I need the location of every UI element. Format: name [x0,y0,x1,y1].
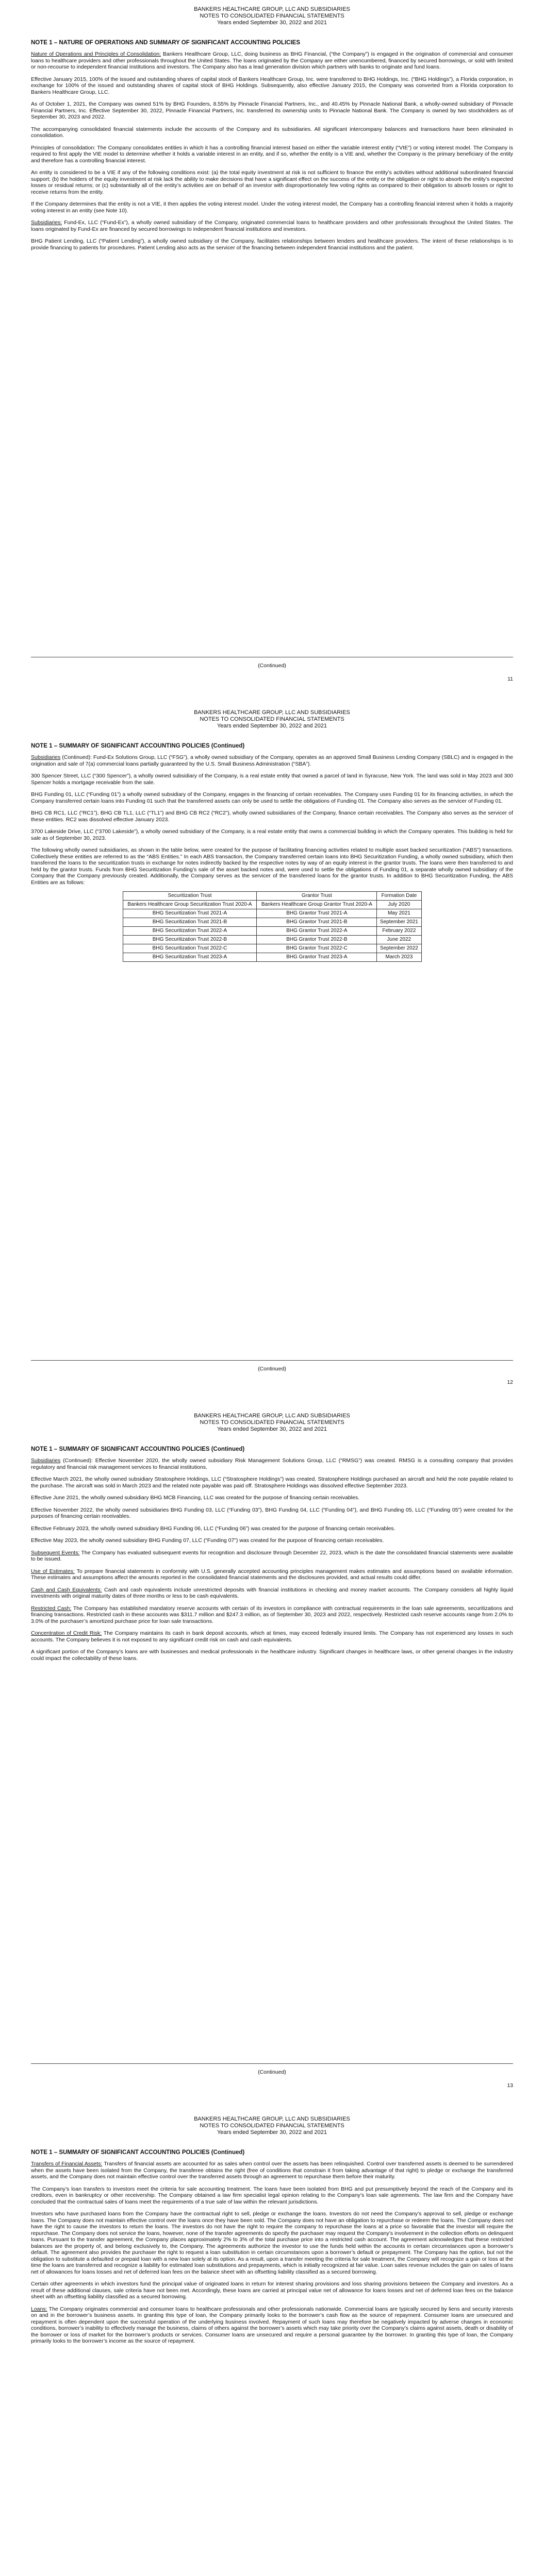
paragraph-heading: Cash and Cash Equivalents: [31,1586,102,1593]
page-13 [0,1406,544,2110]
company-name: BANKERS HEALTHCARE GROUP, LLC AND SUBSIDIARIES [194,6,350,12]
note-paragraph [31,1630,513,1643]
table-cell: BHG Grantor Trust 2022-C [257,944,377,953]
paragraph-heading: Loans: [31,2306,47,2312]
note-paragraph [31,2306,513,2345]
table-header-cell: Formation Date [377,892,421,901]
note-paragraph [31,1526,513,1532]
table-row [123,909,421,918]
paragraph-text: Effective June 2021, the wholly owned subsidiary BHG MCB Financing, LLC was created for the purpose of financing certain receivables. [31,1495,360,1501]
paragraph-text: If the Company determines that the entity is not a VIE, it then applies the voting interest model. Under the voting interest model, the Company has a controlling financial interest when it holds a majority voting interest in an entity (see Note 10). [31,201,513,214]
paragraph-text: Certain other agreements in which investors fund the principal value of originated loans in return for interest sharing provisions and loss sharing provisions between the Company and investors. As a result of these additional clauses, sale criteria have not been met. Accordingly, these loans are carried at principal value net of allowance for loans losses and net of deferred loan fees on the balance sheet with an offsetting liability classified as a secured borrowing. [31,2281,513,2300]
paragraph-text: 300 Spencer Street, LLC (“300 Spencer”), a wholly owned subsidiary of the Company, is a real estate entity that owned a parcel of land in Syracuse, New York. The land was sold in May 2023 and 300 Spencer holds a mortgage receivable from the sale. [31,773,513,786]
paragraph-text: BHG Funding 01, LLC (“Funding 01”) a wholly owned subsidiary of the Company, engages in the financing of certain receivables. The Company uses Funding 01 for its financing activities, in which the Company transferred certain loans into Funding 01 such that the transferred assets can only be used to settle the obligations of Funding 01. The Company also serves as the servicer of Funding 01. [31,791,513,804]
paragraph-text: The accompanying consolidated financial statements include the accounts of the Company and its subsidiaries. All significant intercompany balances and transactions have been eliminated in consolidation. [31,126,513,139]
paragraph-text: Principles of consolidation: The Company consolidates entities in which it has a controlling financial interest based on either the variable interest entity (“VIE”) or voting interest model. The Company is required to first apply the VIE model to determine whether it holds a variable interest in an entity, and if so, whether the entity is a VIE and, whether the Company is the primary beneficiary of the entity and therefore has a controlling financial interest. [31,144,513,164]
statement-subtitle: NOTES TO CONSOLIDATED FINANCIAL STATEMENTS [200,2123,344,2129]
page-content [31,1413,513,1667]
note-paragraph [31,51,513,71]
footer-divider [31,2063,513,2064]
table-header-cell: Securitization Trust [123,892,257,901]
table-row [123,944,421,953]
page-12 [0,703,544,1406]
paragraph-text: (Continued): Effective November 2020, the wholly owned subsidiary Risk Management Solutions Group, LLC (“RMSG”) was created. RMSG is a consulting company that provides regulatory and financial risk management services to financial institutions. [31,1458,513,1470]
note-paragraph [31,1550,513,1563]
table-cell: BHG Securitization Trust 2021-A [123,909,257,918]
paragraph-heading: Transfers of Financial Assets: [31,2161,103,2167]
page-number: 11 [507,676,513,682]
note-paragraph [31,773,513,786]
note-paragraph [31,1605,513,1625]
page-header [31,2116,513,2136]
page-header [31,1413,513,1433]
page-number: 13 [507,2082,513,2089]
table-row [123,901,421,909]
table-cell: May 2021 [377,909,421,918]
page-header [31,709,513,730]
table-cell: Bankers Healthcare Group Securitization Trust 2020-A [123,901,257,909]
paragraph-heading: Restricted Cash: [31,1605,72,1612]
note-paragraph [31,1507,513,1520]
paragraph-heading: Subsidiaries [31,754,61,760]
paragraph-text: An entity is considered to be a VIE if any of the following conditions exist: (a) the total equity investment at risk is not sufficient to finance the entity’s activities without additional subordinated financial support; (b) the holders of the equity investment at risk lack the ability to make decisions that have a significant effect on the success of the entity or the obligation or right to absorb the entity’s expected losses or residual returns; or (c) substantially all of the entity’s activities are on behalf of an investor with disproportionately few voting rights as compared to their obligation to absorb losses or right to receive returns from the entity. [31,170,513,195]
statement-period: Years ended September 30, 2022 and 2021 [217,1426,327,1432]
note-paragraph [31,2186,513,2206]
table-cell: February 2022 [377,927,421,936]
paragraph-text: To prepare financial statements in conformity with U.S. generally accepted accounting principles management makes estimates and assumptions based on available information. These estimates and assumptions affect the amounts reported in the consolidated financial statements and the disclosures provided, and actual results could differ. [31,1568,513,1581]
note-paragraph [31,145,513,164]
table-header-cell: Grantor Trust [257,892,377,901]
page-14 [0,2110,544,2576]
note-title: NOTE 1 – SUMMARY OF SIGNIFICANT ACCOUNTING POLICIES (Continued) [31,743,245,749]
paragraph-text: Effective November 2022, the wholly owned subsidiaries BHG Funding 03, LLC (“Funding 03”), BHG Funding 04, LLC (“Funding 04”), and BHG Funding 05, LLC (“Funding 05”) were created for the purposes of financing certain receivables. [31,1506,513,1519]
note-paragraph [31,1649,513,1662]
paragraph-text: BHG Patient Lending, LLC (“Patient Lending”), a wholly owned subsidiary of the Company, facilitates relationships between lenders and healthcare providers. The intent of these relationships is to provide financing to patients for procedures. Patient Lending also acts as the servicer of the financing between independent financial institutions and the patient. [31,238,513,251]
table-row [123,953,421,962]
paragraph-text: As of October 1, 2021, the Company was owned 51% by BHG Founders, 8.55% by Pinnacle Financial Partners, Inc., and 40.45% by Pinnacle National Bank, a wholly-owned subsidiary of Pinnacle Financial Partners, Inc. Effective September 30, 2022, Pinnacle Financial Partners, Inc. transferred its ownership units to Pinnacle National Bank. The Company is owned by two stockholders as of September 30, 2023 and 2022. [31,101,513,120]
table-cell: September 2022 [377,944,421,953]
table-cell: BHG Securitization Trust 2022-A [123,927,257,936]
paragraph-text: 3700 Lakeside Drive, LLC (“3700 Lakeside”), a wholly owned subsidiary of the Company, is a real estate entity that owns a commercial building in which the Company operates. This building is held for sale as of September 30, 2023. [31,828,513,841]
paragraph-heading: Nature of Operations and Principles of Consolidation: [31,51,161,57]
paragraph-text: The Company originates commercial and consumer loans to healthcare professionals and other professionals nationwide. Commercial loans are typically secured by liens and security interests on and in the borrower’s business assets. In granting this type of loan, the Company primarily looks to the borrower’s cash flow as the source of repayment. Consumer loans are unsecured and repayment is often dependent upon the successful operation of the underlying business involved. Repayment of such loans may therefore be negatively impacted by adverse changes in economic conditions, borrower’s inability to effectively manage the business, claims of others against the borrower’s assets which may take priority over the Company’s claims against assets, death or disability of the borrower or loss of market for the borrower’s products or services. Consumer loans are unsecured and require a personal guarantee by the borrower. In granting this type of loan, the Company primarily looks to the borrower’s income as the source of repayment. [31,2306,513,2344]
note-paragraph [31,1495,513,1501]
statement-subtitle: NOTES TO CONSOLIDATED FINANCIAL STATEMENTS [200,1419,344,1426]
paragraph-heading: Subsidiaries: [31,219,62,226]
note-paragraph [31,791,513,804]
table-row [123,918,421,927]
note-paragraph [31,2161,513,2180]
table-cell: June 2022 [377,936,421,944]
table-cell: July 2020 [377,901,421,909]
continued-label: (Continued) [258,2069,286,2075]
note-paragraph [31,754,513,767]
note-paragraph [31,847,513,886]
paragraph-text: Investors who have purchased loans from the Company have the contractual right to sell, pledge or exchange the loans. Investors do not need the Company’s approval to sell, pledge or exchange loans. The Company does not maintain effective control over the loans once they have been sold. The Company does not have an obligation to repurchase or redeem the loans. The Company does not have the right to cause the investors to return the loans. The investors do not have the right to require the company to repurchase the loans at a price so favorable that the investor will require the repurchase. The Company does not service the loans, however, none of the transfer agreements do specify the purchaser may request the Company’s involvement in the collection efforts on delinquent loans. Pursuant to the transfer agreement, the Company places approximately 2% to 3% of the total purchase price into a restricted cash account. The agreement acknowledges that these restricted balances are the property of, and belong exclusively to, the Company. The agreements authorize the investor to use the funds held within the accounts in certain circumstances upon a borrower’s default. The agreement also provides the purchaser the right to request a loan substitution in certain circumstances upon a borrower’s default or prepayment. The Company has the option, but not the obligation to substitute a defaulted or prepaid loan with a new loan solely at its option. As a result, upon a transfer meeting the criteria for sale treatment, the Company will recognize a gain or loss at the time the loans are transferred and recognize a liability for estimated loan substitutions and prepayments, which is initially recognized at fair value. Loan sales revenue includes the gain on sales of loans net of allowances for loans losses and net of deferred loan fees on the balance sheet with an offsetting liability classified as a secured borrowing. [31,2211,513,2275]
note-paragraph [31,101,513,121]
company-name: BANKERS HEALTHCARE GROUP, LLC AND SUBSIDIARIES [194,2116,350,2122]
paragraph-text: Effective February 2023, the wholly owned subsidiary BHG Funding 06, LLC (“Funding 06”) was created for the purpose of financing certain receivables. [31,1525,395,1532]
page-header [31,6,513,26]
note-paragraph [31,76,513,96]
paragraph-text: The following wholly owned subsidiaries, as shown in the table below, were created for the purpose of facilitating financing activities related to multiple asset backed securitization (“ABS”) transactions. Collectively these entities are referred to as the “ABS Entities.” In each ABS transaction, the Company transferred certain loans into BHG Securitization Funding, a wholly owned subsidiary, which then transferred the loans to the securitization trusts in exchange for notes indirectly backed by the respective notes by way of an equity interest in the grantor trusts. The loans were then transferred to and held by the grantor trusts. Funds from BHG Securitization Funding’s sale of the asset backed notes and, were used to settle the obligations of Funding 01, a separate wholly owned subsidiary of the Company that the Company previously created. Additionally, the Company serves as the servicer of the transferred loans for the grantor trusts. In addition to BHG Securitization Funding, the ABS Entities are as follows: [31,847,513,886]
footer-divider [31,1360,513,1361]
paragraph-text: The Company has established mandatory reserve accounts with certain of its investors in compliance with contractual requirements in the loan sale agreements, securitizations and financing transactions. Restricted cash in these accounts was $311.7 million and $247.3 million, as of September 30, 2023 and 2022, respectively. Restricted cash reserve accounts range from 2.0% to 3.0% of the purchaser’s amortized purchase price for loan sale transactions. [31,1605,513,1624]
paragraph-text: The Company has evaluated subsequent events for recognition and disclosure through December 22, 2023, which is the date the consolidated financial statements were available to be issued. [31,1549,514,1562]
note-paragraph [31,1476,513,1489]
continued-label: (Continued) [258,1366,286,1372]
note-paragraph [31,238,513,251]
paragraph-heading: Subsequent Events: [31,1549,80,1556]
table-cell: Bankers Healthcare Group Grantor Trust 2020-A [257,901,377,909]
continued-label: (Continued) [258,663,286,669]
paragraph-text: Cash and cash equivalents include unrestricted deposits with financial institutions in checking and money market accounts. The Company considers all highly liquid investments with original maturity dates of three months or less to be cash equivalents. [31,1586,513,1599]
company-name: BANKERS HEALTHCARE GROUP, LLC AND SUBSIDIARIES [194,709,350,716]
note-paragraph [31,126,513,139]
note-title: NOTE 1 – SUMMARY OF SIGNIFICANT ACCOUNTING POLICIES (Continued) [31,1446,245,1452]
note-paragraph [31,828,513,841]
note-paragraph [31,1587,513,1600]
page-number: 12 [507,1379,513,1385]
paragraph-heading: Use of Estimates: [31,1568,75,1574]
note-paragraph [31,1568,513,1581]
note-paragraph [31,219,513,232]
note-paragraph [31,1537,513,1544]
statement-period: Years ended September 30, 2022 and 2021 [217,20,327,26]
paragraph-text: Effective March 2021, the wholly owned subsidiary Stratosphere Holdings, LLC (“Stratosphere Holdings”) was created. Stratosphere Holdings purchased an aircraft and held the note payable related to the purchase. The aircraft was sold in March 2023 and the related note payable was paid off. Stratosphere Holdings was dissolved effective September 2023. [31,1476,513,1489]
table-cell: September 2021 [377,918,421,927]
note-paragraph [31,2211,513,2275]
note-paragraph [31,810,513,823]
note-paragraph [31,201,513,214]
table-cell: BHG Grantor Trust 2021-B [257,918,377,927]
paragraph-text: Bankers Healthcare Group, LLC, doing business as BHG Financial, (“the Company”) is engaged in the origination of commercial and consumer loans to healthcare providers and other professionals throughout the United States. The loans originated by the Company are either unencumbered, financed by secured borrowings, or sold with limited or non-recourse to independent financial institutions and investors. The Company also has a lead generation division which partners with banks to originate and fund loans. [31,51,513,70]
table-cell: BHG Securitization Trust 2023-A [123,953,257,962]
page-11 [0,0,544,703]
table-cell: BHG Securitization Trust 2021-B [123,918,257,927]
table-cell: BHG Grantor Trust 2021-A [257,909,377,918]
company-name: BANKERS HEALTHCARE GROUP, LLC AND SUBSIDIARIES [194,1413,350,1419]
paragraph-text: Fund-Ex, LLC (“Fund-Ex”), a wholly owned subsidiary of the Company, originated commercial loans to healthcare providers and other professionals throughout the United States. The loans originated by Fund-Ex are financed by secured borrowings to independent financial institutions and investors. [31,219,513,232]
table-cell: BHG Grantor Trust 2022-B [257,936,377,944]
page-footer [31,2063,513,2089]
note-paragraph [31,2281,513,2300]
page-content [31,709,513,962]
table-header-row [123,892,421,901]
page-footer [31,1360,513,1385]
table-cell: BHG Grantor Trust 2022-A [257,927,377,936]
paragraph-text: The Company’s loan transfers to investors meet the criteria for sale accounting treatment. The loans have been isolated from BHG and put presumptively beyond the reach of the Company and its creditors, even in bankruptcy or other receivership. The Company obtained a law firm specialist legal opinion relating to the Company’s loan sale agreements. The law firm and the Company have concluded that the contractual sales of loans meet the requirements of a true sale of law within the relevant jurisdictions. [31,2185,513,2205]
note-paragraph [31,1458,513,1470]
paragraph-text: Effective May 2023, the wholly owned subsidiary BHG Funding 07, LLC (“Funding 07”) was created for the purpose of financing certain receivables. [31,1537,384,1544]
paragraph-text: Transfers of financial assets are accounted for as sales when control over the assets has been relinquished. Control over transferred assets is deemed to be surrendered when the assets have been isolated from the Company, the transferee obtains the right (free of conditions that constrain it from taking advantage of that right) to pledge or exchange the transferred assets, and the Company does not maintain effective control over the transferred assets through an agreement to repurchase them before their maturity. [31,2161,513,2180]
paragraph-heading: Concentration of Credit Risk: [31,1630,102,1636]
page-content [31,2116,513,2350]
abs-entities-table [123,891,422,962]
statement-period: Years ended September 30, 2022 and 2021 [217,723,327,729]
paragraph-text: Effective January 2015, 100% of the issued and outstanding shares of capital stock of Bankers Healthcare Group, Inc. were transferred to BHG Holdings, Inc. (“BHG Holdings”), a Florida corporation, in exchange for 100% of the issued and outstanding shares of capital stock of BHG Holdings. Subsequently, also effective January 2015, the Company was converted from a Florida corporation to Bankers Healthcare Group, LLC. [31,76,513,95]
paragraph-text: A significant portion of the Company’s loans are with businesses and medical professionals in the healthcare industry. Significant changes in healthcare laws, or other general changes in the industry could impact the collectability of these loans. [31,1649,513,1662]
table-row [123,927,421,936]
paragraph-text: (Continued): Fund-Ex Solutions Group, LLC (“FSG”), a wholly owned subsidiary of the Company, operates as an approved Small Business Lending Company (SBLC) and is engaged in the origination and sale of 7(a) commercial loans partially guaranteed by the U.S. Small Business Administration (“SBA”). [31,754,513,767]
page-content [31,6,513,257]
note-title: NOTE 1 – SUMMARY OF SIGNIFICANT ACCOUNTING POLICIES (Continued) [31,2149,245,2156]
paragraph-text: The Company maintains its cash in bank deposit accounts, which at times, may exceed federally insured limits. The Company has not experienced any losses in such accounts. The Company believes it is not exposed to any significant credit risk on cash and cash equivalents. [31,1630,513,1643]
paragraph-heading: Subsidiaries [31,1458,61,1464]
page-footer [31,657,513,682]
table-cell: BHG Grantor Trust 2023-A [257,953,377,962]
statement-period: Years ended September 30, 2022 and 2021 [217,2129,327,2136]
note-paragraph [31,170,513,195]
statement-subtitle: NOTES TO CONSOLIDATED FINANCIAL STATEMENTS [200,13,344,19]
paragraph-text: BHG CB RC1, LLC (“RC1”), BHG CB TL1, LLC (“TL1”) and BHG CB RC2 (“RC2”), wholly owned subsidiaries of the Company, finance certain receivables. The Company also serves as the servicer of these entities. RC2 was dissolved effective January 2023. [31,810,513,823]
table-cell: BHG Securitization Trust 2022-C [123,944,257,953]
table-cell: March 2023 [377,953,421,962]
note-title: NOTE 1 – NATURE OF OPERATIONS AND SUMMARY OF SIGNIFICANT ACCOUNTING POLICIES [31,40,300,46]
table-row [123,936,421,944]
statement-subtitle: NOTES TO CONSOLIDATED FINANCIAL STATEMENTS [200,716,344,722]
table-cell: BHG Securitization Trust 2022-B [123,936,257,944]
